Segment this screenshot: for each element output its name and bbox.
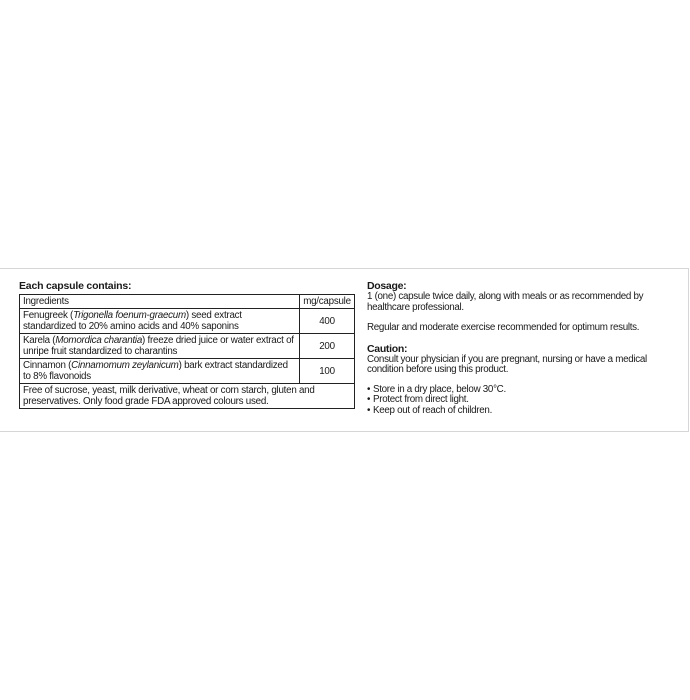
ingredient-qty: 400 <box>300 309 355 334</box>
composition-heading: Each capsule contains: <box>19 280 132 292</box>
ingredient-description: ) freeze dried juice or water extract of unripe fruit standardized to charantins <box>23 335 294 357</box>
ingredient-qty: 200 <box>300 334 355 359</box>
directions-section <box>367 280 675 416</box>
bullet-icon: • <box>367 404 371 416</box>
header-ingredients: Ingredients <box>20 295 300 309</box>
bullet-icon: • <box>367 383 371 395</box>
storage-instruction: Keep out of reach of children. <box>373 404 492 416</box>
storage-list <box>367 385 675 417</box>
ingredient-latin-name: Momordica charantia <box>55 335 143 346</box>
ingredient-name <box>20 334 300 359</box>
composition-section <box>19 280 355 409</box>
dosage-text: 1 (one) capsule twice daily, along with meals or as recommended by healthcare professional. <box>367 291 644 313</box>
storage-instruction: Protect from direct light. <box>373 394 469 405</box>
ingredient-qty: 100 <box>300 359 355 384</box>
table-row <box>20 334 355 359</box>
ingredient-name <box>20 309 300 334</box>
table-row <box>20 309 355 334</box>
ingredient-common-name: Karela ( <box>23 335 56 346</box>
caution-text: Consult your physician if you are pregnant, nursing or have a medical condition before using this product. <box>367 353 647 375</box>
ingredient-description: ) bark extract standardized to 8% flavonoids <box>23 360 288 382</box>
header-mg-capsule: mg/capsule <box>300 295 355 309</box>
ingredient-latin-name: Trigonella foenum-graecum <box>73 310 186 321</box>
dosage-title: Dosage: <box>367 280 407 292</box>
table-header-row <box>20 295 355 309</box>
ingredient-description: ) seed extract standardized to 20% amino acids and 40% saponins <box>23 310 242 332</box>
free-of-note: Free of sucrose, yeast, milk derivative, wheat or corn starch, gluten and preservatives. Only food grade FDA approved colours used. <box>20 384 355 409</box>
table-row <box>20 359 355 384</box>
storage-instruction: Store in a dry place, below 30°C. <box>373 383 506 395</box>
ingredient-name <box>20 359 300 384</box>
ingredients-table <box>19 294 355 409</box>
ingredient-common-name: Fenugreek ( <box>23 310 74 321</box>
list-item <box>367 406 675 417</box>
table-note-row <box>20 384 355 409</box>
bullet-icon: • <box>367 394 371 405</box>
ingredient-latin-name: Cinnamomum zeylanicum <box>71 360 179 371</box>
caution-title: Caution: <box>367 342 408 355</box>
ingredient-common-name: Cinnamon ( <box>23 360 72 371</box>
exercise-text: Regular and moderate exercise recommended for optimum results. <box>367 322 640 333</box>
